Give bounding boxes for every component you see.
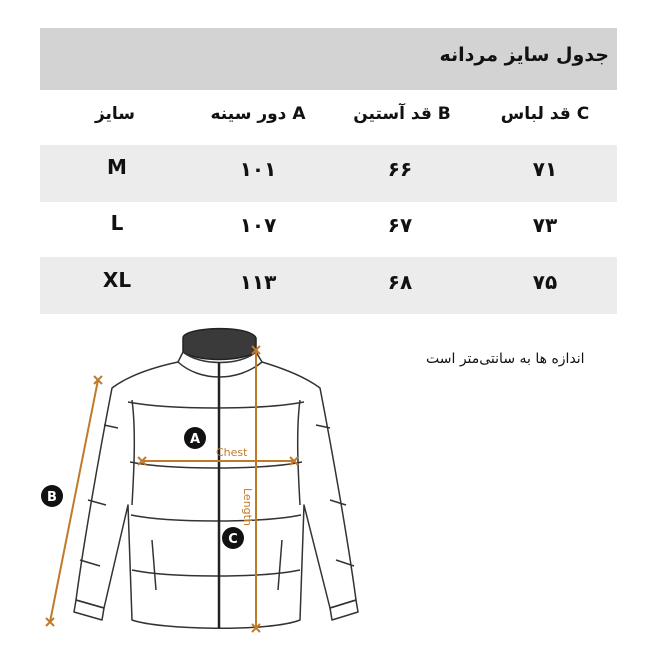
cell-sleeve: ۶۸ bbox=[387, 270, 413, 294]
cell-chest: ۱۰۱ bbox=[239, 157, 277, 181]
cell-size: M bbox=[107, 155, 127, 179]
cell-size: L bbox=[110, 211, 124, 235]
length-label: Length bbox=[241, 488, 254, 526]
marker-b-label: B bbox=[47, 490, 57, 505]
measurement-lines bbox=[46, 346, 298, 632]
cell-chest: ۱۰۷ bbox=[239, 213, 277, 237]
marker-a bbox=[184, 427, 206, 449]
header-size: سایز bbox=[94, 104, 136, 124]
cell-sleeve: ۶۶ bbox=[387, 157, 413, 181]
jacket-outline bbox=[74, 329, 358, 629]
marker-c bbox=[222, 527, 244, 549]
header-chest: A دور سینه bbox=[210, 104, 306, 124]
marker-b bbox=[41, 485, 63, 507]
cell-length: ۷۱ bbox=[532, 157, 558, 181]
cell-sleeve: ۶۷ bbox=[387, 213, 413, 237]
marker-a-label: A bbox=[189, 432, 201, 447]
header-length: C قد لباس bbox=[500, 104, 590, 124]
cell-size: XL bbox=[102, 268, 132, 292]
units-note: اندازه ها به سانتی‌متر است bbox=[426, 351, 585, 367]
table-title: جدول سایز مردانه bbox=[439, 44, 609, 66]
cell-chest: ۱۱۳ bbox=[239, 270, 277, 294]
header-sleeve: B قد آستین bbox=[353, 104, 451, 124]
chest-label: Chest bbox=[216, 446, 248, 459]
cell-length: ۷۵ bbox=[532, 270, 558, 294]
cell-length: ۷۳ bbox=[532, 213, 558, 237]
measure-endpoints bbox=[46, 346, 298, 632]
marker-c-label: C bbox=[228, 532, 238, 547]
